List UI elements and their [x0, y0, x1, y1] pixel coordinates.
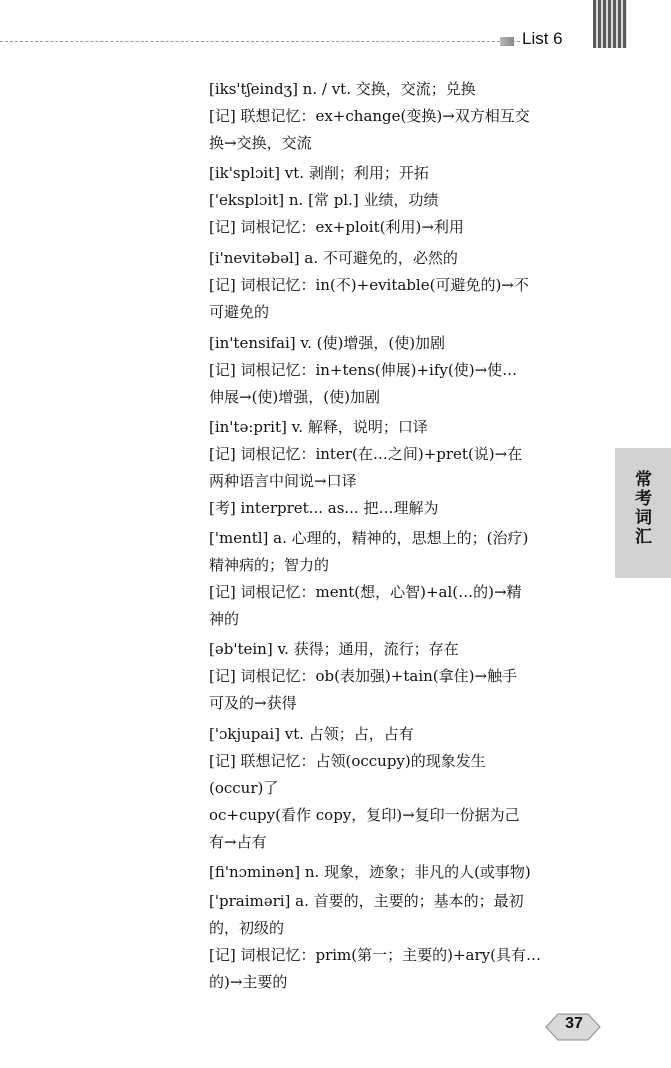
memory-note-cont: 可及的→获得 [209, 694, 297, 712]
definition-line-cont: 精神病的；智力的 [209, 556, 330, 574]
memory-note-cont: 可避免的 [209, 303, 270, 321]
memory-note: [记] 词根记忆：ment(想，心智)+al(…的)→精 [209, 583, 522, 601]
list-title: List 6 [522, 29, 563, 48]
memory-note: [记] 联想记忆：ex+change(变换)→双方相互交 [209, 107, 530, 125]
definition-line: [iks'tʃeindʒ] n. / vt. 交换，交流；兑换 [209, 80, 476, 98]
memory-note: [记] 词根记忆：ob(表加强)+tain(拿住)→触手 [209, 667, 518, 685]
exam-note: [考] interpret... as... 把…理解为 [209, 499, 439, 517]
definition-line: [in'tensifai] v. (使)增强，(使)加剧 [209, 334, 446, 352]
definition-line: ['ɔkjupai] vt. 占领；占，占有 [209, 725, 414, 743]
memory-note: [记] 词根记忆：inter(在…之间)+pret(说)→在 [209, 445, 523, 463]
definition-line: [i'nevitəbəl] a. 不可避免的，必然的 [209, 249, 458, 267]
memory-note-cont: 伸展→(使)增强，(使)加剧 [209, 388, 380, 406]
definition-line: ['praiməri] a. 首要的，主要的；基本的；最初 [209, 892, 524, 910]
memory-note: [记] 词根记忆：prim(第一；主要的)+ary(具有… [209, 946, 541, 964]
memory-note: [记] 联想记忆：占领(occupy)的现象发生 [209, 752, 486, 770]
corner-stripes [593, 0, 627, 48]
memory-note: [记] 词根记忆：in(不)+evitable(可避免的)→不 [209, 276, 529, 294]
definition-line: [fi'nɔminən] n. 现象，迹象；非凡的人(或事物) [209, 863, 531, 881]
memory-note: [记] 词根记忆：ex+ploit(利用)→利用 [209, 218, 464, 236]
header-bar [500, 37, 514, 46]
memory-note-cont: 的)→主要的 [209, 973, 288, 991]
definition-line: [ik'splɔit] vt. 剥削；利用；开拓 [209, 164, 429, 182]
definition-line: [əb'tein] v. 获得；通用，流行；存在 [209, 640, 459, 658]
header-rule [0, 41, 520, 42]
memory-note-cont: 换→交换，交流 [209, 134, 312, 152]
memory-note-cont: 两种语言中间说→口译 [209, 472, 357, 490]
definition-line: ['mentl] a. 心理的，精神的，思想上的；(治疗) [209, 529, 529, 547]
definition-line: ['eksplɔit] n. [常 pl.] 业绩，功绩 [209, 191, 439, 209]
memory-note: [记] 词根记忆：in+tens(伸展)+ify(使)→使… [209, 361, 518, 379]
definition-line-cont: 的，初级的 [209, 919, 285, 937]
memory-note-cont: 神的 [209, 610, 240, 628]
memory-note-extra: oc+cupy(看作 copy，复印)→复印一份据为己 [209, 806, 520, 824]
memory-note-cont: (occur)了 [209, 779, 279, 797]
page-number: 37 [565, 1015, 583, 1032]
side-tab-label: 常考词汇 [631, 470, 651, 546]
definition-line: [in'tə:prit] v. 解释，说明；口译 [209, 418, 428, 436]
memory-note-extra-cont: 有→占有 [209, 833, 267, 851]
